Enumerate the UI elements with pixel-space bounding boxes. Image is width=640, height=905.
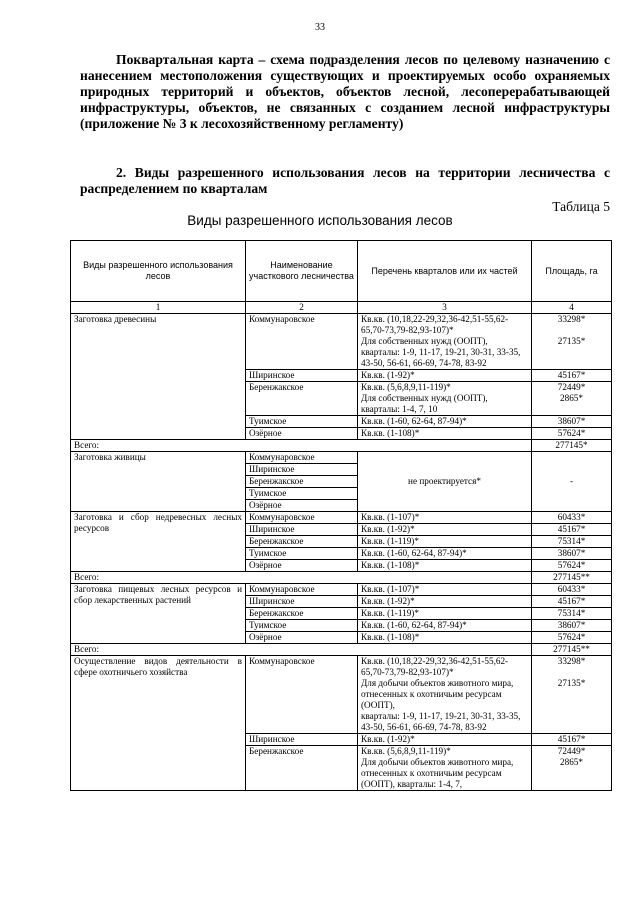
- quarters-cell: [358, 314, 532, 370]
- area-value: 72449*: [557, 746, 586, 756]
- forestry-cell: Туимское: [246, 416, 358, 428]
- quarters-cell: Кв.кв. (1-60, 62-64, 87-94)*: [358, 548, 532, 560]
- quarters-text: Кв.кв. (5,6,8,9,11-119)*: [361, 746, 451, 756]
- area-cell: 75314*: [532, 536, 612, 548]
- section-heading: 2. Виды разрешенного использования лесов на территории лесничества с распределением по кварталам: [80, 165, 610, 196]
- area-cell: 60433*: [532, 584, 612, 596]
- table-header-row: [71, 241, 612, 302]
- quarters-cell: Кв.кв. (1-108)*: [358, 560, 532, 572]
- forestry-cell: Коммунаровское: [246, 656, 358, 734]
- area-value: 33298*: [557, 656, 586, 666]
- quarters-cell: Кв.кв. (1-119)*: [358, 536, 532, 548]
- quarters-cell: [358, 382, 532, 416]
- quarters-cell: Кв.кв. (1-92)*: [358, 734, 532, 746]
- header-forestry: Наименование участкового лесничества: [246, 241, 358, 302]
- table-row: [71, 314, 612, 370]
- table-number: Таблица 5: [552, 199, 610, 214]
- quarters-cell: Кв.кв. (1-92)*: [358, 524, 532, 536]
- header-area: Площадь, га: [532, 241, 612, 302]
- forestry-cell: Озёрное: [246, 500, 358, 512]
- area-cell: 60433*: [532, 512, 612, 524]
- quarters-text: Кв.кв. (10,18,22-29,32,36-42,51-55,62-65,70-73,79-82,93-107)*: [361, 656, 509, 677]
- area-cell: 45167*: [532, 370, 612, 382]
- col-number: 3: [358, 302, 532, 314]
- forestry-cell: Ширинское: [246, 734, 358, 746]
- forestry-cell: Ширинское: [246, 370, 358, 382]
- area-value: 27135*: [557, 336, 586, 346]
- col-number: 2: [246, 302, 358, 314]
- table-title: Виды разрешенного использования лесов: [187, 213, 453, 228]
- quarters-cell: [358, 656, 532, 734]
- quarters-cell: Кв.кв. (1-108)*: [358, 632, 532, 644]
- total-label: Всего:: [71, 572, 532, 584]
- area-cell: 57624*: [532, 428, 612, 440]
- total-value: 277145*: [532, 440, 612, 452]
- area-cell: [532, 314, 612, 370]
- use-type-cell: Заготовка пищевых лесных ресурсов и сбор лекарственных растений: [71, 584, 246, 644]
- forestry-cell: Ширинское: [246, 596, 358, 608]
- quarters-cell: [358, 746, 532, 791]
- forestry-cell: Беренжакское: [246, 382, 358, 416]
- area-cell: 57624*: [532, 632, 612, 644]
- quarters-cell: Кв.кв. (1-107)*: [358, 512, 532, 524]
- forestry-cell: Ширинское: [246, 464, 358, 476]
- forestry-cell: Озёрное: [246, 428, 358, 440]
- table-row: [71, 512, 612, 524]
- forestry-cell: Ширинское: [246, 524, 358, 536]
- forestry-cell: Коммунаровское: [246, 512, 358, 524]
- area-cell: 45167*: [532, 524, 612, 536]
- total-value: 277145**: [532, 644, 612, 656]
- col-number: 1: [71, 302, 246, 314]
- table-row: [71, 656, 612, 734]
- quarters-cell: Кв.кв. (1-92)*: [358, 370, 532, 382]
- quarters-text: Кв.кв. (5,6,8,9,11-119)*: [361, 382, 451, 392]
- quarters-cell: Кв.кв. (1-92)*: [358, 596, 532, 608]
- quarters-text: Для добычи объектов животного мира, отнесенных к охотничьим ресурсам (ООПТ), кварталы: 1-4, 7,: [361, 757, 514, 789]
- quarters-cell: Кв.кв. (1-60, 62-64, 87-94)*: [358, 416, 532, 428]
- total-row: [71, 644, 612, 656]
- forestry-cell: Туимское: [246, 620, 358, 632]
- column-number-row: [71, 302, 612, 314]
- forestry-cell: Туимское: [246, 488, 358, 500]
- forestry-cell: Туимское: [246, 548, 358, 560]
- area-value: 2865*: [560, 757, 583, 767]
- header-use-type: Виды разрешенного использования лесов: [71, 241, 246, 302]
- quarters-cell: Кв.кв. (1-60, 62-64, 87-94)*: [358, 620, 532, 632]
- quarters-text: кварталы: 1-9, 11-17, 19-21, 30-31, 33-35, 43-50, 56-61, 66-69, 74-78, 83-92: [361, 711, 521, 732]
- forestry-cell: Беренжакское: [246, 746, 358, 791]
- use-type-cell: Осуществление видов деятельности в сфере охотничьего хозяйства: [71, 656, 246, 791]
- area-cell: 38607*: [532, 620, 612, 632]
- table-row: [71, 452, 612, 464]
- use-type-cell: Заготовка и сбор недревесных лесных ресурсов: [71, 512, 246, 572]
- area-cell: 75314*: [532, 608, 612, 620]
- use-type-cell: Заготовка живицы: [71, 452, 246, 512]
- forestry-cell: Коммунаровское: [246, 584, 358, 596]
- header-quarters: Перечень кварталов или их частей: [358, 241, 532, 302]
- total-row: [71, 440, 612, 452]
- area-cell: [532, 746, 612, 791]
- area-cell: [532, 656, 612, 734]
- area-cell: 38607*: [532, 548, 612, 560]
- area-cell: -: [532, 452, 612, 512]
- quarters-cell: Кв.кв. (1-107)*: [358, 584, 532, 596]
- total-value: 277145**: [532, 572, 612, 584]
- quarters-text: Кв.кв. (10,18,22-29,32,36-42,51-55,62-65,70-73,79-82,93-107)*: [361, 314, 509, 335]
- area-cell: [532, 382, 612, 416]
- total-label: Всего:: [71, 440, 532, 452]
- quarters-cell: не проектируется*: [358, 452, 532, 512]
- forestry-cell: Беренжакское: [246, 608, 358, 620]
- quarters-cell: Кв.кв. (1-108)*: [358, 428, 532, 440]
- area-cell: 45167*: [532, 734, 612, 746]
- area-cell: 45167*: [532, 596, 612, 608]
- paragraph-map-description: Поквартальная карта – схема подразделения лесов по целевому назначению с нанесением местоположения существующих и проектируемых особо охраняемых природных территорий и объектов, объектов лесной, лесоперерабатывающей инфраструктуры, объектов, не связанных с созданием лесной инфраструктуры (приложение № 3 к лесохозяйственному регламенту): [80, 52, 610, 131]
- forestry-cell: Беренжакское: [246, 476, 358, 488]
- area-cell: 57624*: [532, 560, 612, 572]
- total-row: [71, 572, 612, 584]
- area-value: 2865*: [560, 393, 583, 403]
- forestry-cell: Озёрное: [246, 632, 358, 644]
- forestry-cell: Беренжакское: [246, 536, 358, 548]
- area-value: 72449*: [557, 382, 586, 392]
- table-row: [71, 584, 612, 596]
- forestry-cell: Коммунаровское: [246, 314, 358, 370]
- col-number: 4: [532, 302, 612, 314]
- quarters-text: Для собственных нужд (ООПТ), кварталы: 1-9, 11-17, 19-21, 30-31, 33-35, 43-50, 56-61, 66-69, 74-78, 83-92: [361, 336, 521, 368]
- quarters-cell: Кв.кв. (1-119)*: [358, 608, 532, 620]
- quarters-text: Для собственных нужд (ООПТ), кварталы: 1-4, 7, 10: [361, 393, 488, 414]
- use-type-cell: Заготовка древесины: [71, 314, 246, 440]
- area-cell: 38607*: [532, 416, 612, 428]
- forestry-cell: Коммунаровское: [246, 452, 358, 464]
- page-number: 33: [315, 22, 325, 33]
- forestry-cell: Озёрное: [246, 560, 358, 572]
- quarters-text: Для добычи объектов животного мира, отнесенных к охотничьим ресурсам (ООПТ),: [361, 678, 514, 710]
- total-label: Всего:: [71, 644, 532, 656]
- forest-use-table: [70, 240, 612, 791]
- area-value: 27135*: [557, 678, 586, 688]
- area-value: 33298*: [557, 314, 586, 324]
